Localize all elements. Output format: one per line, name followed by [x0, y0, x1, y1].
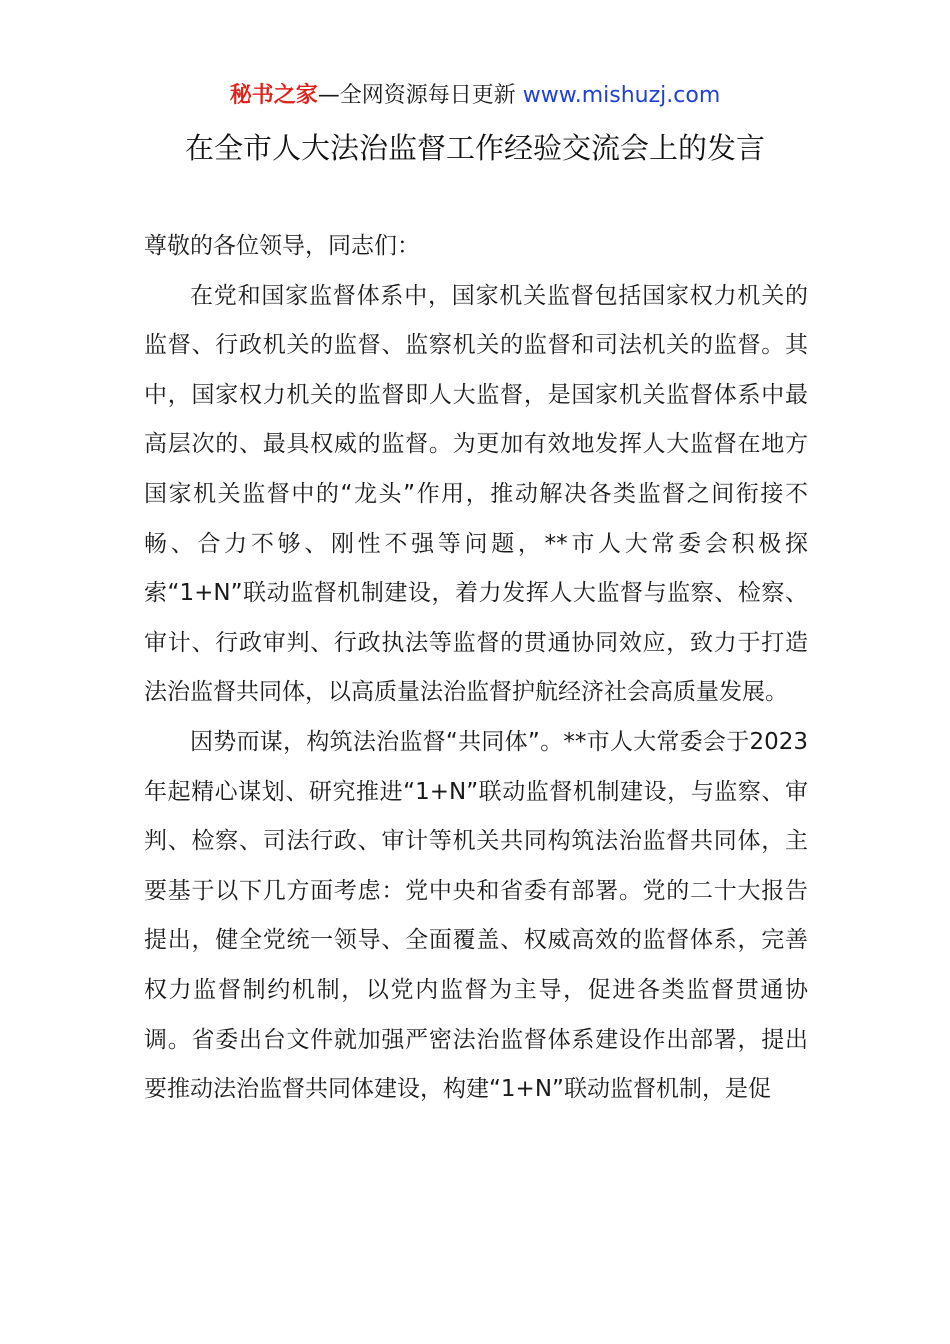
brand-name: 秘书之家: [229, 83, 318, 108]
header-tagline: —全网资源每日更新: [317, 83, 523, 108]
document-title: 在全市人大法治监督工作经验交流会上的发言: [184, 131, 765, 165]
paragraph-1: 在党和国家监督体系中，国家机关监督包括国家权力机关的监督、行政机关的监督、监察机关的监督和司法机关的监督。其中，国家权力机关的监督即人大监督，是国家机关监督体系中最高层次的、最具权威的监督。为更加有效地发挥人大监督在地方国家机关监督中的“龙头”作用，推动解决各类监督之间衔接不畅、合力不够、刚性不强等问题，**市人大常委会积极探索“1+N”联动监督机制建设，着力发挥人大监督与监察、检察、审计、行政审判、行政执法等监督的贯通协同效应，致力于打造法治监督共同体，以高质量法治监督护航经济社会高质量发展。: [144, 282, 808, 706]
paragraph-2: 因势而谋，构筑法治监督“共同体”。**市人大常委会于2023年起精心谋划、研究推进“1+N”联动监督机制建设，与监察、审判、检察、司法行政、审计等机关共同构筑法治监督共同体，主要基于以下几方面考虑：党中央和省委有部署。党的二十大报告提出，健全党统一领导、全面覆盖、权威高效的监督体系，完善权力监督制约机制，以党内监督为主导，促进各类监督贯通协调。省委出台文件就加强严密法治监督体系建设作出部署，提出要推动法治监督共同体建设，构建“1+N”联动监督机制，是促: [144, 728, 808, 1103]
document-body: [144, 222, 808, 1115]
site-url-link[interactable]: www.mishuzj.com: [522, 83, 721, 108]
site-header: [0, 80, 950, 112]
salutation: 尊敬的各位领导，同志们：: [144, 233, 420, 259]
